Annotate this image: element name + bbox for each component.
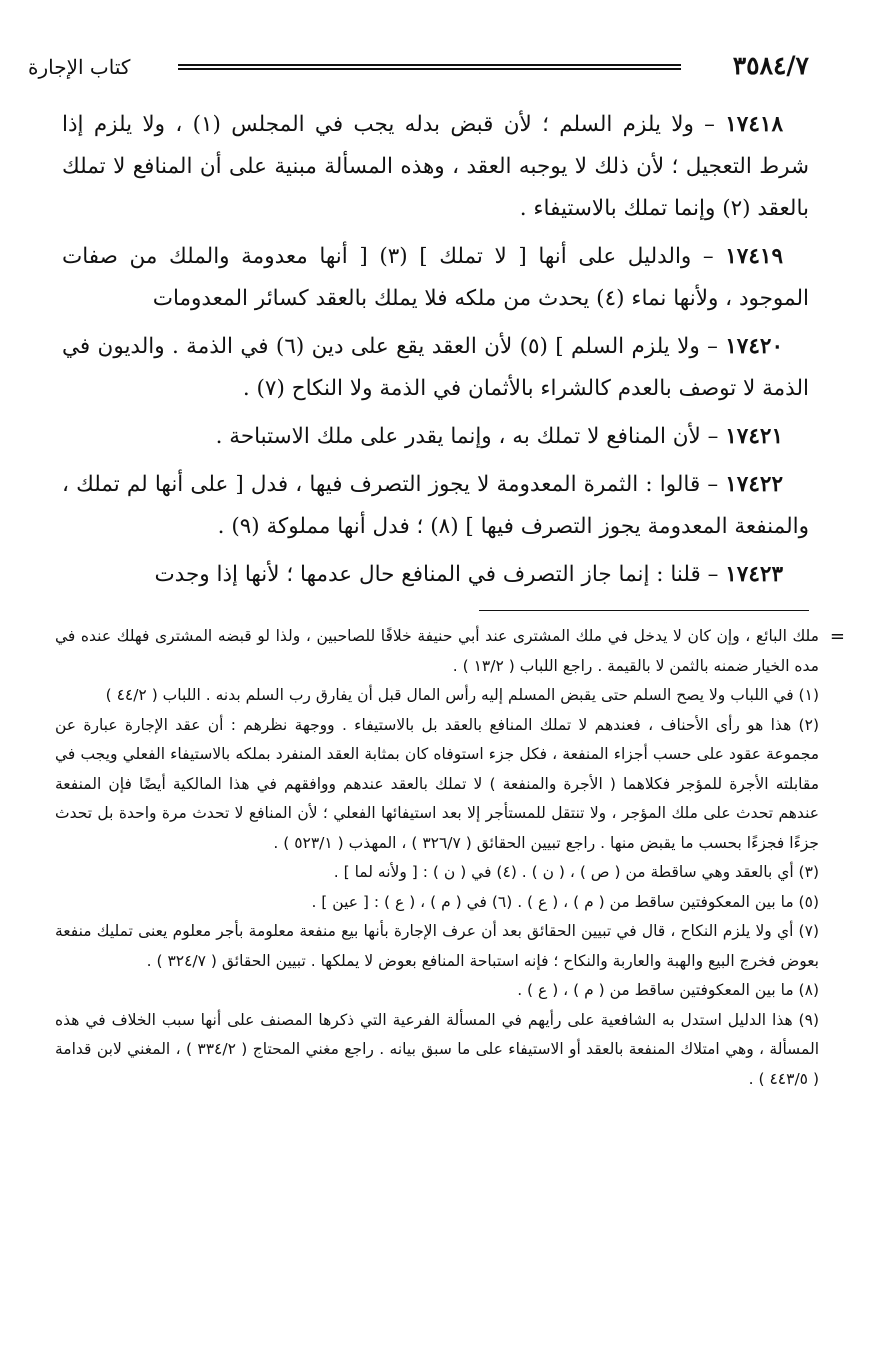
footnote: (٣) أي بالعقد وهي ساقطة من ( ص ) ، ( ن ) . (٤) في ( ن ) : [ ولأنه لما ] . <box>333 863 819 881</box>
paragraph-text: – والدليل على أنها [ لا تملك ] (٣) [ أنها معدومة والملك من صفات الموجود ، ولأنها نماء (٤) يحدث من ملكه فلا يملك بالعقد كسائر المعدومات <box>62 244 809 311</box>
paragraph-number: ١٧٤١٨ <box>725 112 783 137</box>
paragraph-number: ١٧٤٢٣ <box>725 562 783 587</box>
main-text <box>62 104 809 602</box>
paragraph-text: – قلنا : إنما جاز التصرف في المنافع حال عدمها ؛ لأنها إذا وجدت <box>154 562 726 587</box>
paragraph <box>62 236 809 320</box>
paragraph <box>62 326 809 410</box>
paragraph-number: ١٧٤٢١ <box>725 424 783 449</box>
paragraph <box>62 464 809 548</box>
book-title: كتاب الإجارة <box>28 55 131 79</box>
footnote: (٧) أي ولا يلزم النكاح ، قال في تبيين الحقائق بعد أن عرف الإجارة بأنها بيع منفعة معلومة بأجر معلوم يعنى تمليك منفعة بعوض فخرج البيع والهبة والعاربة والنكاح ؛ فإنه استباحة المنافع بعوض لا يملكها . تبيين الحقائق ( ٣٢٤/٧ ) . <box>55 922 819 970</box>
paragraph-text: – ولا يلزم السلم ؛ لأن قبض بدله يجب في المجلس (١) ، ولا يلزم إذا شرط التعجيل ؛ لأن ذلك لا يوجبه العقد ، وهذه المسألة مبنية على أن المنافع لا تملك بالعقد (٢) وإنما تملك بالاستيفاء . <box>62 112 809 221</box>
footnote: (٩) هذا الدليل استدل به الشافعية على رأيهم في المسألة الفرعية التي ذكرها المصنف على أنها سبب الخلاف في هذه المسألة ، وهي امتلاك المنفعة بالعقد أو الاستيفاء على ما سبق بيانه . راجع مغني المحتاج ( ٣٣٤/٢ ) ، المغني لابن قدامة ( ٤٤٣/٥ ) . <box>55 1010 819 1088</box>
footnote-continuation-marker: = <box>829 626 845 647</box>
paragraph-text: – لأن المنافع لا تملك به ، وإنما يقدر على ملك الاستباحة . <box>215 424 726 449</box>
footnote: (٢) هذا هو رأى الأحناف ، فعندهم لا تملك المنافع بالعقد بل بالاستيفاء . ووجهة نظرهم : أن عقد الإجارة عبارة عن مجموعة عقود على حسب أجزاء المنفعة ، فكل جزء استوفاه كان بمثابة العقد المنفرد بملكه بالاستيفاء الفعلي ويجب في مقابلته الأجرة للمؤجر فكلاهما ( الأجرة والمنفعة ) لا تملك بالعقد عندهم ووافقهم في هذا المالكية أيضًا فإن المنفعة عندهم تحدث على ملك المؤجر ، ولا تنتقل للمستأجر إلا بعد استيفائها الفعلي ؛ لأن المنافع لا تحدث مرة واحدة بل تحدث جزءًا فجزءًا بحسب ما يقبض منها . راجع تبيين الحقائق ( ٣٢٦/٧ ) ، المهذب ( ٥٢٣/١ ) . <box>55 715 819 852</box>
paragraph-number: ١٧٤١٩ <box>725 244 783 269</box>
paragraph <box>62 104 809 230</box>
page-header <box>28 48 809 88</box>
header-double-rule <box>178 64 681 70</box>
paragraph <box>62 416 809 458</box>
paragraph-text: – ولا يلزم السلم ] (٥) لأن العقد يقع على دين (٦) في الذمة . والديون في الذمة لا توصف بالعدم كالشراء بالأثمان في الذمة ولا النكاح (٧) . <box>62 334 809 401</box>
paragraph-text: – قالوا : الثمرة المعدومة لا يجوز التصرف فيها ، فدل [ على أنها لم تملك ، والمنفعة المعدومة يجوز التصرف فيها ] (٨) ؛ فدل أنها مملوكة (٩) . <box>62 472 809 539</box>
footnote: (٨) ما بين المعكوفتين ساقط من ( م ) ، ( ع ) . <box>517 981 819 999</box>
paragraph-number: ١٧٤٢٠ <box>725 334 783 359</box>
footnotes <box>55 622 845 1094</box>
footnote-separator <box>479 610 809 611</box>
paragraph-number: ١٧٤٢٢ <box>725 472 783 497</box>
footnote: (١) في اللباب ولا يصح السلم حتى يقبض المسلم إليه رأس المال قبل أن يفارق رب السلم بدنه . اللباب ( ٤٤/٢ ) <box>105 686 819 704</box>
footnote: (٥) ما بين المعكوفتين ساقط من ( م ) ، ( ع ) . (٦) في ( م ) ، ( ع ) : [ عين ] . <box>311 892 819 911</box>
page-number: ٣٥٨٤/٧ <box>732 51 809 80</box>
footnote: ملك البائع ، وإن كان لا يدخل في ملك المشترى عند أبي حنيفة خلافًا للصاحبين ، ولذا لو قبضه المشترى فهلك عنده في مده الخيار ضمنه بالثمن لا بالقيمة . راجع اللباب ( ١٣/٢ ) . <box>55 627 819 675</box>
paragraph <box>62 554 809 596</box>
